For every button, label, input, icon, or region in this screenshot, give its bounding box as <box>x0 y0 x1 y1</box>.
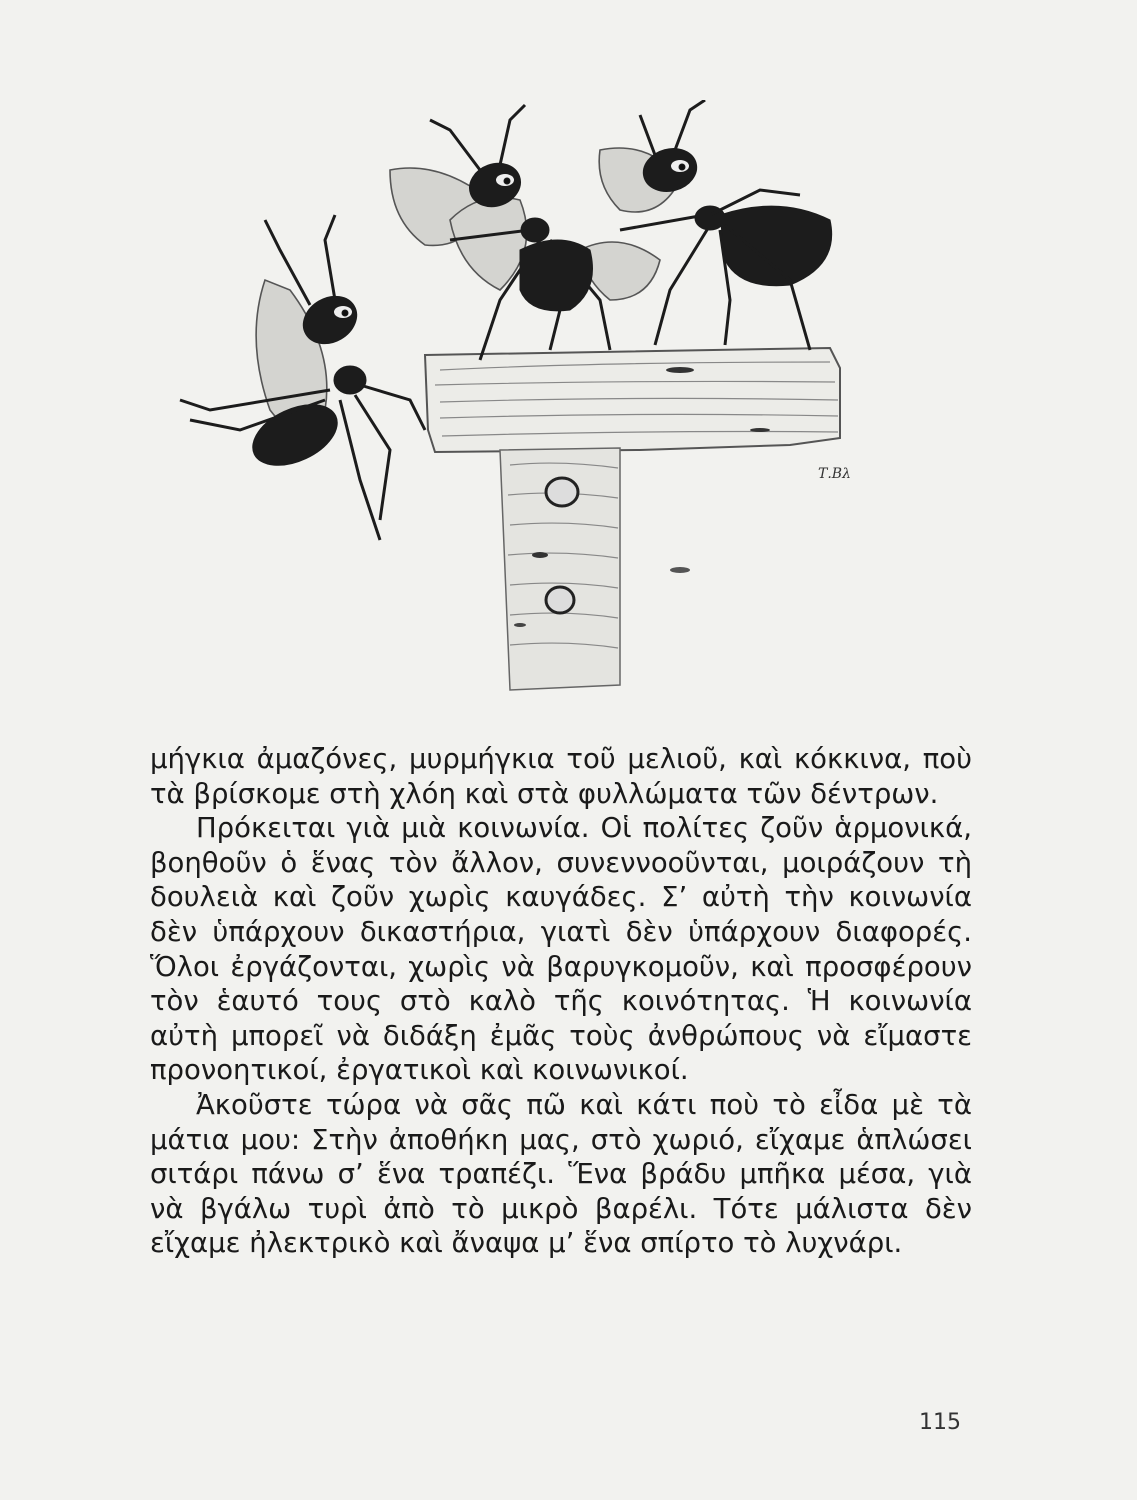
paragraph-story: Ἀκοῦστε τώρα νὰ σᾶς πῶ καὶ κάτι ποὺ τὸ εἶδα μὲ τὰ μάτια μου: Στὴν ἀποθήκη μας, στὸ χωριό, εἴχαμε ἁπλώσει σιτάρι πάνω σ’ ἕνα τραπέζι. Ἕνα βράδυ μπῆκα μέσα, γιὰ νὰ βγάλω τυρὶ ἀπὸ τὸ μικρὸ βαρέλι. Τότε μάλιστα δὲν εἴχαμε ἠλεκτρικὸ καὶ ἄναψα μ’ ἕνα σπίρτο τὸ λυχνάρι. <box>150 1088 972 1260</box>
illustrator-signature: Τ.Βλ <box>818 466 851 482</box>
ants-drawing <box>150 100 970 700</box>
wooden-post <box>425 348 840 690</box>
paragraph-continuation: μήγκια ἀμαζόνες, μυρμήγκια τοῦ μελιοῦ, καὶ κόκκινα, ποὺ τὰ βρίσκομε στὴ χλόη καὶ στὰ φυλλώματα τῶν δέντρων. <box>150 743 972 810</box>
ant-right <box>620 100 832 350</box>
body-text <box>150 742 972 1261</box>
paragraph-society: Πρόκειται γιὰ μιὰ κοινωνία. Οἱ πολίτες ζοῦν ἁρμονικά, βοηθοῦν ὁ ἕνας τὸν ἄλλον, συνεννοοῦνται, μοιράζουν τὴ δουλειὰ καὶ ζοῦν χωρὶς καυγάδες. Σ’ αὐτὴ τὴν κοινωνία δὲν ὑπάρχουν δικαστήρια, γιατὶ δὲν ὑπάρχουν διαφορές. Ὅλοι ἐργάζονται, χωρὶς νὰ βαρυγκομοῦν, καὶ προσφέρουν τὸν ἑαυτό τους στὸ καλὸ τῆς κοινότητας. Ἡ κοινωνία αὐτὴ μπορεῖ νὰ διδάξη ἐμᾶς τοὺς ἀνθρώπους νὰ εἴμαστε προνοητικοί, ἐργατικοὶ καὶ κοινωνικοί. <box>150 812 972 1087</box>
ants-illustration <box>150 100 970 700</box>
page-number: 115 <box>919 1410 961 1435</box>
